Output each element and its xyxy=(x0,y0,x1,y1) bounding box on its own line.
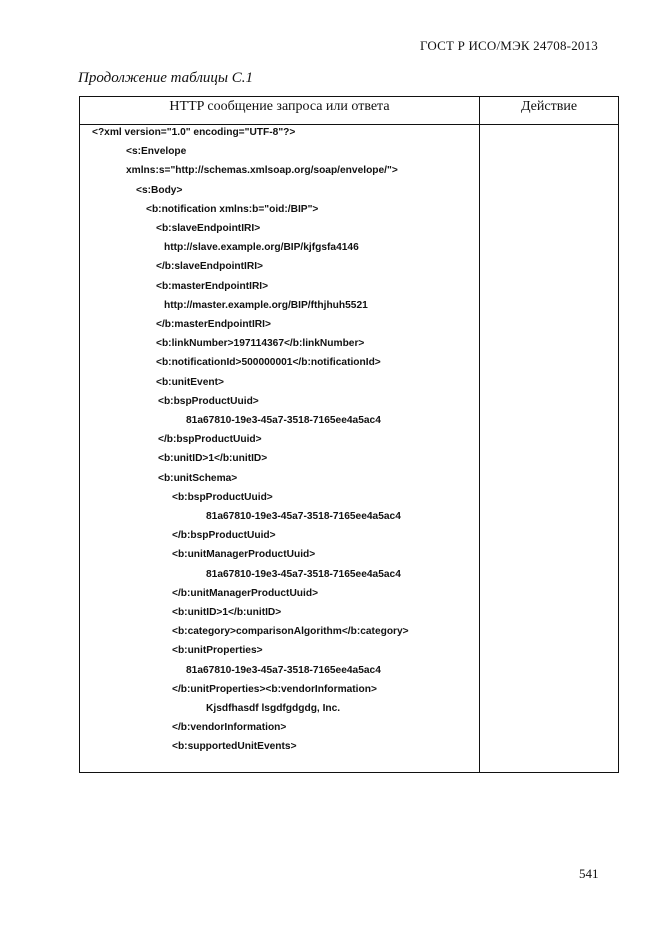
document-standard-header: ГОСТ Р ИСО/МЭК 24708-2013 xyxy=(419,38,598,53)
code-line: </b:bspProductUuid> xyxy=(158,434,262,446)
code-line: <b:notification xmlns:b="oid:/BIP"> xyxy=(146,203,319,215)
code-line: http://slave.example.org/BIP/kjfgsfa4146 xyxy=(164,242,359,254)
code-line: </b:unitManagerProductUuid> xyxy=(172,587,319,599)
code-line: <s:Envelope xyxy=(126,146,187,158)
column-divider xyxy=(479,97,480,772)
column-header-action: Действие xyxy=(520,99,578,114)
code-line: <b:bspProductUuid> xyxy=(172,491,273,503)
table-continuation-title: Продолжение таблицы С.1 xyxy=(78,70,254,86)
code-line: http://master.example.org/BIP/fthjhuh5521 xyxy=(164,299,368,311)
code-line: xmlns:s="http://schemas.xmlsoap.org/soap/envelope/"> xyxy=(126,165,398,177)
code-line: <b:unitProperties> xyxy=(172,645,263,657)
code-line: </b:unitProperties><b:vendorInformation> xyxy=(172,683,377,695)
code-line: 81a67810-19e3-45a7-3518-7165ee4a5ac4 xyxy=(186,415,381,426)
column-header-message: HTTP сообщение запроса или ответа xyxy=(169,99,390,114)
code-line: </b:masterEndpointIRI> xyxy=(156,319,271,330)
code-line: Kjsdfhasdf lsgdfgdgdg, Inc. xyxy=(206,703,341,714)
code-line: 81a67810-19e3-45a7-3518-7165ee4a5ac4 xyxy=(206,511,401,522)
code-line: </b:bspProductUuid> xyxy=(172,530,276,542)
code-line: <b:notificationId>500000001</b:notificationId> xyxy=(156,357,381,369)
code-line: <b:unitEvent> xyxy=(156,376,224,388)
code-line: <b:unitID>1</b:unitID> xyxy=(158,453,268,465)
code-line: <b:unitID>1</b:unitID> xyxy=(172,607,282,618)
header-divider xyxy=(80,124,618,125)
page-number: 541 xyxy=(579,866,599,881)
code-line: <b:bspProductUuid> xyxy=(158,395,259,407)
code-line: <?xml version="1.0" encoding="UTF-8"?> xyxy=(92,127,296,138)
code-line: <b:unitSchema> xyxy=(158,472,238,484)
code-line: <b:masterEndpointIRI> xyxy=(156,280,269,292)
code-line: <b:category>comparisonAlgorithm</b:category> xyxy=(172,626,409,638)
code-line: <b:supportedUnitEvents> xyxy=(172,741,297,753)
code-line: 81a67810-19e3-45a7-3518-7165ee4a5ac4 xyxy=(186,664,381,676)
code-line: <s:Body> xyxy=(136,184,183,196)
code-line: </b:slaveEndpointIRI> xyxy=(156,261,263,273)
code-line: <b:linkNumber>197114367</b:linkNumber> xyxy=(156,338,365,350)
code-line: <b:unitManagerProductUuid> xyxy=(172,549,316,561)
code-line: <b:slaveEndpointIRI> xyxy=(156,223,261,234)
code-line: </b:vendorInformation> xyxy=(172,722,287,734)
table-c1 xyxy=(79,96,619,773)
code-line: 81a67810-19e3-45a7-3518-7165ee4a5ac4 xyxy=(206,568,401,580)
